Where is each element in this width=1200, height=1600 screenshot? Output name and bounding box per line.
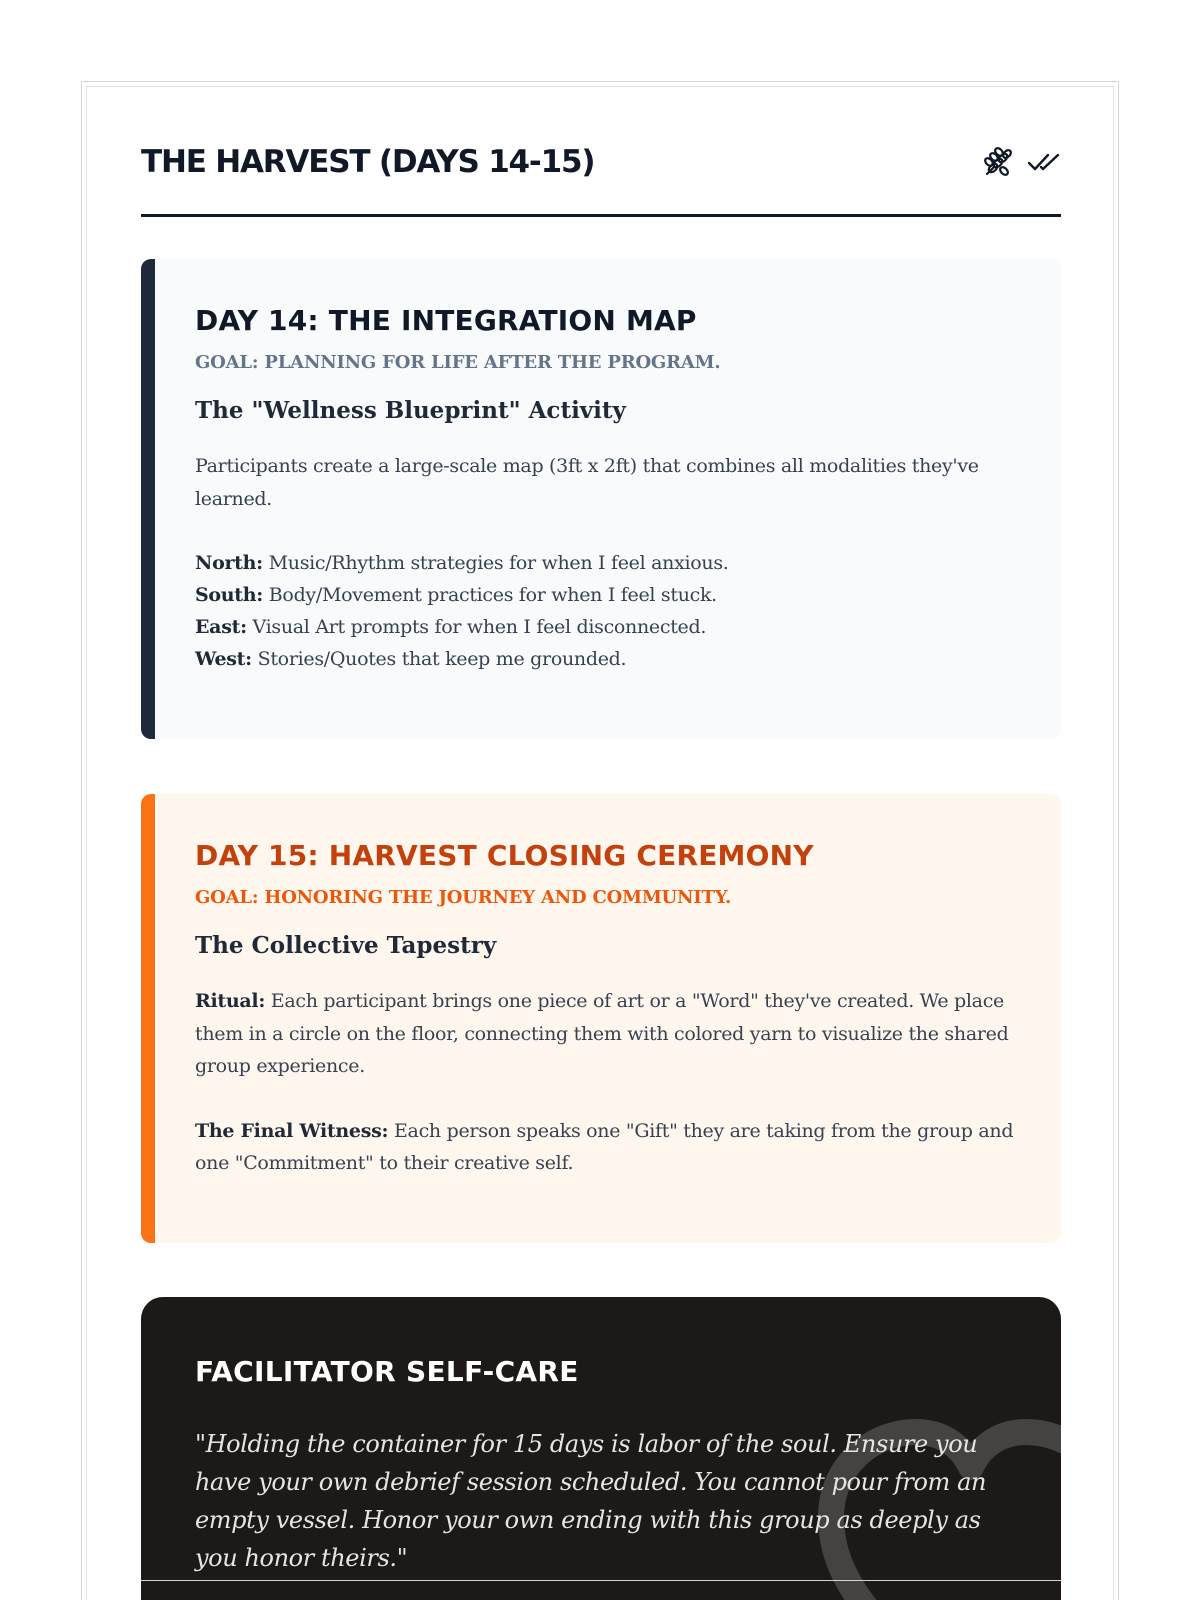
grain-icon (983, 146, 1015, 178)
day14-goal: GOAL: PLANNING FOR LIFE AFTER THE PROGRAM. (195, 352, 721, 373)
section-title: THE HARVEST (DAYS 14-15) (141, 144, 595, 180)
self-care-quote: "Holding the container for 15 days is labor of the soul. Ensure you have your own debrief session scheduled. You cannot pour from an empty vessel. Honor your own ending with this group as deeply as you honor theirs." (195, 1430, 987, 1572)
direction-label: North: (195, 552, 263, 574)
direction-list (195, 547, 1029, 675)
direction-item-east (195, 611, 1029, 643)
final-witness-label: The Final Witness: (195, 1119, 389, 1142)
day15-activity-title: The Collective Tapestry (195, 932, 497, 959)
direction-item-south (195, 579, 1029, 611)
ritual-text: Each participant brings one piece of art or a "Word" they've created. We place them in a circle on the floor, connecting them with colored yarn to visualize the shared group experience. (195, 990, 1009, 1077)
day15-content (195, 839, 1029, 1180)
direction-text: Visual Art prompts for when I feel disconnected. (252, 616, 707, 638)
document-page (81, 81, 1119, 1600)
day14-accent-stripe (141, 259, 155, 739)
day15-card (141, 794, 1061, 1243)
day15-title: DAY 15: HARVEST CLOSING CEREMONY (195, 839, 814, 872)
final-witness-text: Each person speaks one "Gift" they are taking from the group and one "Commitment" to their creative self. (195, 1119, 1014, 1174)
double-check-icon (1027, 150, 1061, 174)
direction-label: South: (195, 584, 264, 606)
direction-label: East: (195, 616, 247, 638)
section-header (141, 122, 1061, 217)
day14-activity-title: The "Wellness Blueprint" Activity (195, 397, 626, 424)
day15-goal: GOAL: HONORING THE JOURNEY AND COMMUNITY. (195, 887, 732, 908)
day14-title: DAY 14: THE INTEGRATION MAP (195, 304, 697, 337)
ritual-paragraph (195, 985, 1029, 1083)
direction-text: Body/Movement practices for when I feel stuck. (268, 584, 717, 606)
direction-text: Music/Rhythm strategies for when I feel anxious. (268, 552, 729, 574)
facilitator-self-care-card (141, 1297, 1061, 1600)
day14-content (195, 304, 1029, 675)
direction-item-west (195, 643, 1029, 675)
day14-intro: Participants create a large-scale map (3ft x 2ft) that combines all modalities they've learned. (195, 455, 979, 510)
direction-text: Stories/Quotes that keep me grounded. (257, 648, 627, 670)
self-care-title: FACILITATOR SELF-CARE (195, 1355, 579, 1388)
day15-accent-stripe (141, 794, 155, 1243)
day14-card (141, 259, 1061, 739)
direction-label: West: (195, 648, 252, 670)
final-witness-paragraph (195, 1115, 1029, 1180)
self-care-divider (141, 1580, 1061, 1581)
header-icons (983, 146, 1061, 178)
ritual-label: Ritual: (195, 990, 266, 1012)
direction-item-north (195, 547, 1029, 579)
